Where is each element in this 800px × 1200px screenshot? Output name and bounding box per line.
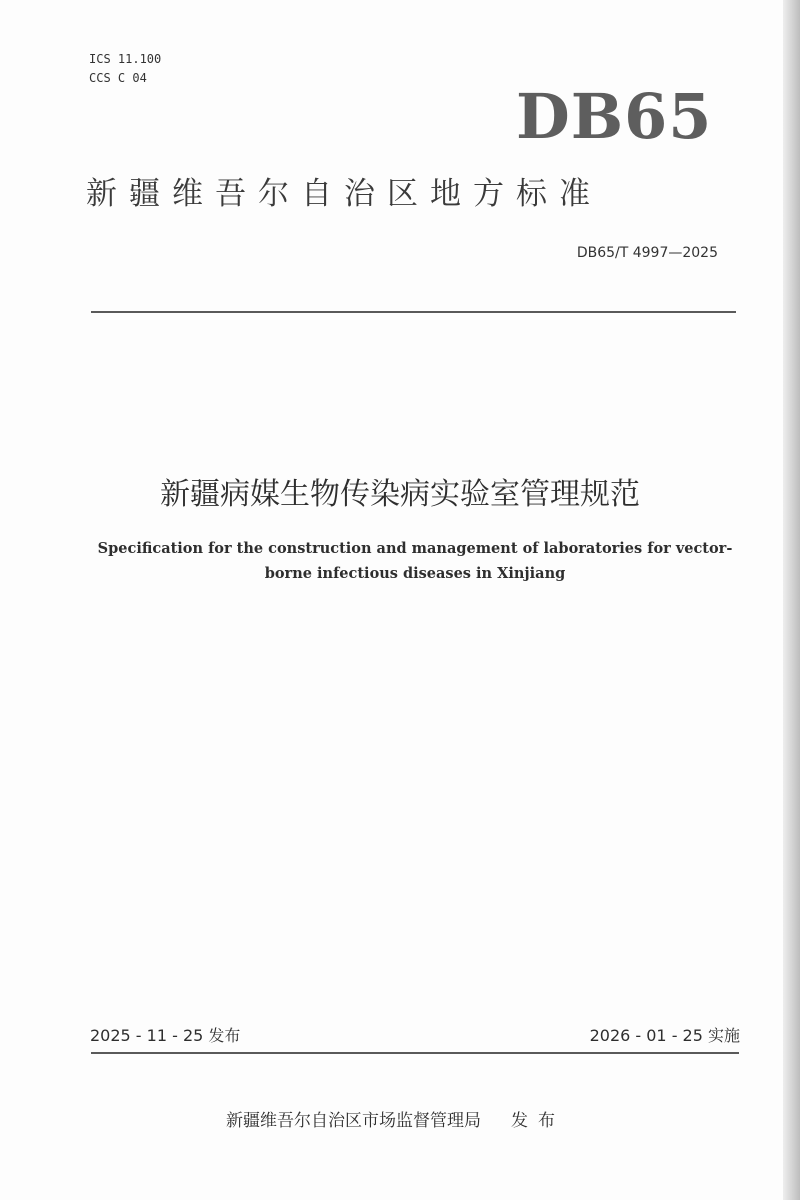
ccs-code: CCS C 04 — [89, 71, 147, 85]
title-english — [95, 536, 735, 586]
title-chinese: 新疆病媒生物传染病实验室管理规范 — [160, 477, 640, 512]
issuer-action: 发布 — [511, 1111, 565, 1131]
bottom-divider — [91, 1052, 739, 1054]
page-edge-shadow — [783, 0, 800, 1200]
title-english-line-2: borne infectious diseases in Xinjiang — [264, 565, 566, 582]
ics-code: ICS 11.100 — [89, 52, 162, 66]
issuer-name: 新疆维吾尔自治区市场监督管理局 — [226, 1111, 481, 1131]
standard-type-heading: 新疆维吾尔自治区地方标准 — [86, 176, 602, 212]
implementation-date: 2026 - 01 - 25 实施 — [589, 1026, 740, 1045]
top-divider — [91, 311, 736, 313]
db65-logo: DB65 — [516, 80, 713, 153]
issue-date: 2025 - 11 - 25 发布 — [90, 1026, 241, 1045]
classification-codes — [89, 50, 161, 88]
standard-number: DB65/T 4997—2025 — [576, 245, 718, 261]
title-english-line-1: Specification for the construction and management of laboratories for vector- — [97, 540, 733, 557]
issuing-authority — [226, 1108, 565, 1134]
